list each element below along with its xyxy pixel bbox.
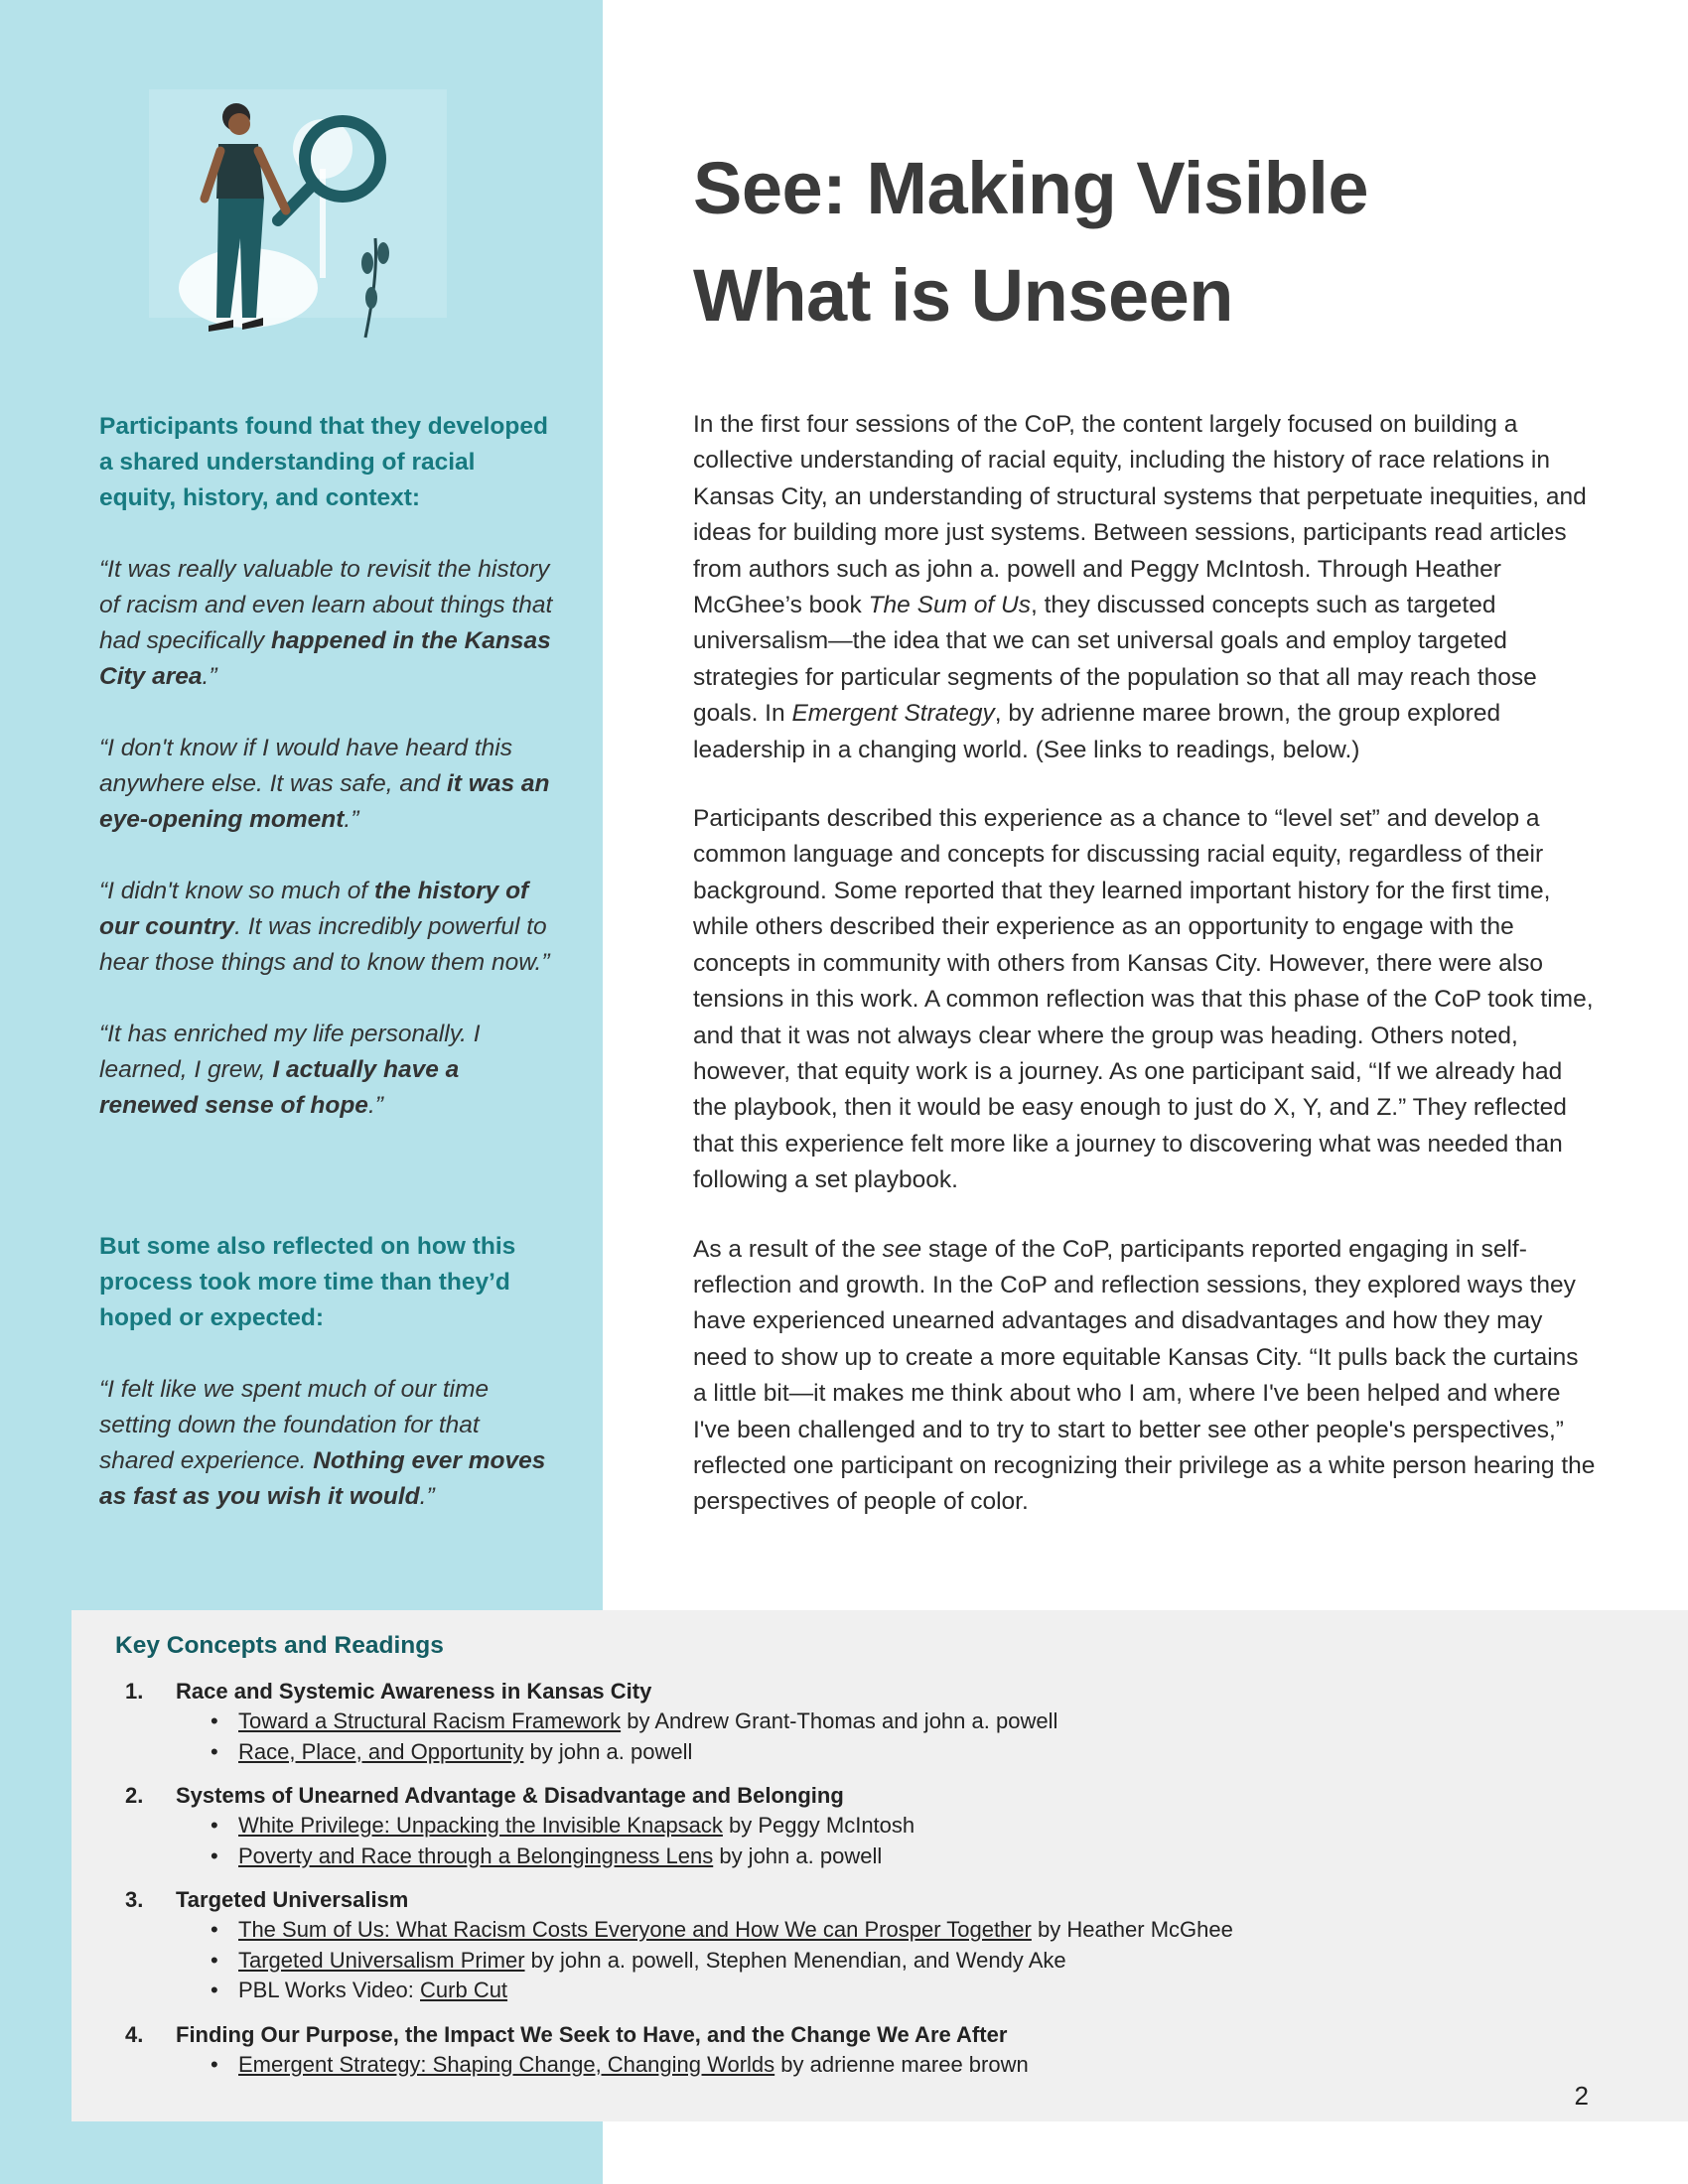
sidebar-text bbox=[99, 409, 556, 1515]
reading-item: • Toward a Structural Racism Framework by Andrew Grant-Thomas and john a. powell bbox=[238, 1706, 1660, 1737]
sidebar-quote: “I felt like we spent much of our time setting down the foundation for that shared experience. Nothing ever moves as fast as you wish it would.” bbox=[99, 1376, 546, 1510]
reading-item: • Poverty and Race through a Belongingness Lens by john a. powell bbox=[238, 1842, 1660, 1872]
reading-item: • White Privilege: Unpacking the Invisible Knapsack by Peggy McIntosh bbox=[238, 1811, 1660, 1842]
sidebar-heading-shared-understanding: Participants found that they developed a shared understanding of racial equity, history, and context: bbox=[99, 413, 548, 511]
sidebar-quote: “It has enriched my life personally. I learned, I grew, I actually have a renewed sense of hope.” bbox=[99, 1021, 481, 1119]
reading-section bbox=[71, 1676, 1660, 1767]
bullet-icon: • bbox=[211, 1843, 218, 1868]
body-paragraph: As a result of the see stage of the CoP, participants reported engaging in self-reflection and growth. In the CoP and reflection sessions, they explored ways they have experienced unearned advantages and disadvantages and how they may need to show up to create a more equitable Kansas City. “It pulls back the curtains a little bit—it makes me think about who I am, where I've been helped and where I've been challenged and to try to start to better see other people's perspectives,” reflected one participant on recognizing their privilege as a white person hearing the perspectives of people of color. bbox=[693, 1235, 1596, 1516]
reading-item: • The Sum of Us: What Racism Costs Everyone and How We can Prosper Together by Heather McGhee bbox=[238, 1915, 1660, 1946]
bullet-icon: • bbox=[211, 1947, 218, 1973]
bullet-icon: • bbox=[211, 2051, 218, 2077]
readings-title: Key Concepts and Readings bbox=[115, 1632, 444, 1659]
page-number: 2 bbox=[1574, 2081, 1589, 2111]
bullet-icon: • bbox=[211, 1813, 218, 1838]
reading-section bbox=[71, 1884, 1660, 2006]
reading-item: • Race, Place, and Opportunity by john a. powell bbox=[238, 1737, 1660, 1768]
reading-link[interactable]: Race, Place, and Opportunity bbox=[238, 1738, 524, 1764]
woman-with-magnifying-glass-icon bbox=[139, 89, 457, 357]
reading-link[interactable]: Toward a Structural Racism Framework bbox=[238, 1708, 622, 1733]
sidebar-quote: “It was really valuable to revisit the history of racism and even learn about things that had specifically happened in the Kansas City area.” bbox=[99, 556, 553, 690]
bullet-icon: • bbox=[211, 1917, 218, 1942]
section-heading: Systems of Unearned Advantage & Disadvantage and Belonging bbox=[176, 1783, 844, 1808]
sidebar-heading-time: But some also reflected on how this process took more time than they’d hoped or expected: bbox=[99, 1233, 516, 1331]
reading-section bbox=[71, 1780, 1660, 1871]
section-number: 4. bbox=[125, 2021, 144, 2047]
section-heading: Race and Systemic Awareness in Kansas City bbox=[176, 1679, 652, 1704]
sidebar-quote: “I didn't know so much of the history of our country. It was incredibly powerful to hear those things and to know them now.” bbox=[99, 878, 550, 976]
bullet-icon: • bbox=[211, 1978, 218, 2002]
reading-item: • Emergent Strategy: Shaping Change, Changing Worlds by adrienne maree brown bbox=[238, 2050, 1660, 2081]
section-number: 2. bbox=[125, 1783, 144, 1808]
section-number: 1. bbox=[125, 1679, 144, 1704]
reading-link[interactable]: Emergent Strategy: Shaping Change, Changing Worlds bbox=[238, 2051, 775, 2077]
bullet-icon: • bbox=[211, 1708, 218, 1733]
section-number: 3. bbox=[125, 1887, 144, 1912]
reading-item: • PBL Works Video: Curb Cut bbox=[238, 1976, 1660, 2006]
reading-link[interactable]: White Privilege: Unpacking the Invisible Knapsack bbox=[238, 1813, 723, 1838]
reading-link[interactable]: The Sum of Us: What Racism Costs Everyone and How We can Prosper Together bbox=[238, 1917, 1032, 1942]
section-heading: Targeted Universalism bbox=[176, 1887, 409, 1912]
reading-link[interactable]: Targeted Universalism Primer bbox=[238, 1947, 525, 1973]
page-title: See: Making Visible What is Unseen bbox=[693, 147, 1369, 337]
reading-link[interactable]: Poverty and Race through a Belongingness Lens bbox=[238, 1843, 714, 1868]
sidebar-quote: “I don't know if I would have heard this anywhere else. It was safe, and it was an eye-opening moment.” bbox=[99, 735, 550, 833]
bullet-icon: • bbox=[211, 1738, 218, 1764]
section-heading: Finding Our Purpose, the Impact We Seek to Have, and the Change We Are After bbox=[176, 2021, 1008, 2047]
reading-item: • Targeted Universalism Primer by john a. powell, Stephen Menendian, and Wendy Ake bbox=[238, 1946, 1660, 1977]
reading-section bbox=[71, 2019, 1660, 2081]
key-concepts-box bbox=[71, 1610, 1688, 2121]
readings-list bbox=[71, 1676, 1660, 2093]
reading-link[interactable]: Curb Cut bbox=[420, 1978, 508, 2002]
body-paragraph: Participants described this experience as a chance to “level set” and develop a common language and concepts for discussing racial equity, regardless of their background. Some reported that they learned important history for the first time, while others described their experience as an opportunity to engage with the concepts in community with others from Kansas City. However, there were also tensions in this work. A common reflection was that this phase of the CoP took time, and that it was not always clear where the group was heading. Others noted, however, that equity work is a journey. As one participant said, “If we already had the playbook, then it would be easy enough to just do X, Y, and Z.” They reflected that this experience felt more like a journey to discovering what was needed than following a set playbook. bbox=[693, 805, 1594, 1194]
main-body bbox=[693, 407, 1597, 1554]
body-paragraph: In the first four sessions of the CoP, the content largely focused on building a collective understanding of racial equity, including the history of race relations in Kansas City, an understanding of structural systems that perpetuate inequities, and ideas for building more just systems. Between sessions, participants read articles from authors such as john a. powell and Peggy McIntosh. Through Heather McGhee’s book The Sum of Us, they discussed concepts such as targeted universalism—the idea that we can set universal goals and employ targeted strategies for particular segments of the population so that all may reach those goals. In Emergent Strategy, by adrienne maree brown, the group explored leadership in a changing world. (See links to readings, below.) bbox=[693, 411, 1587, 763]
